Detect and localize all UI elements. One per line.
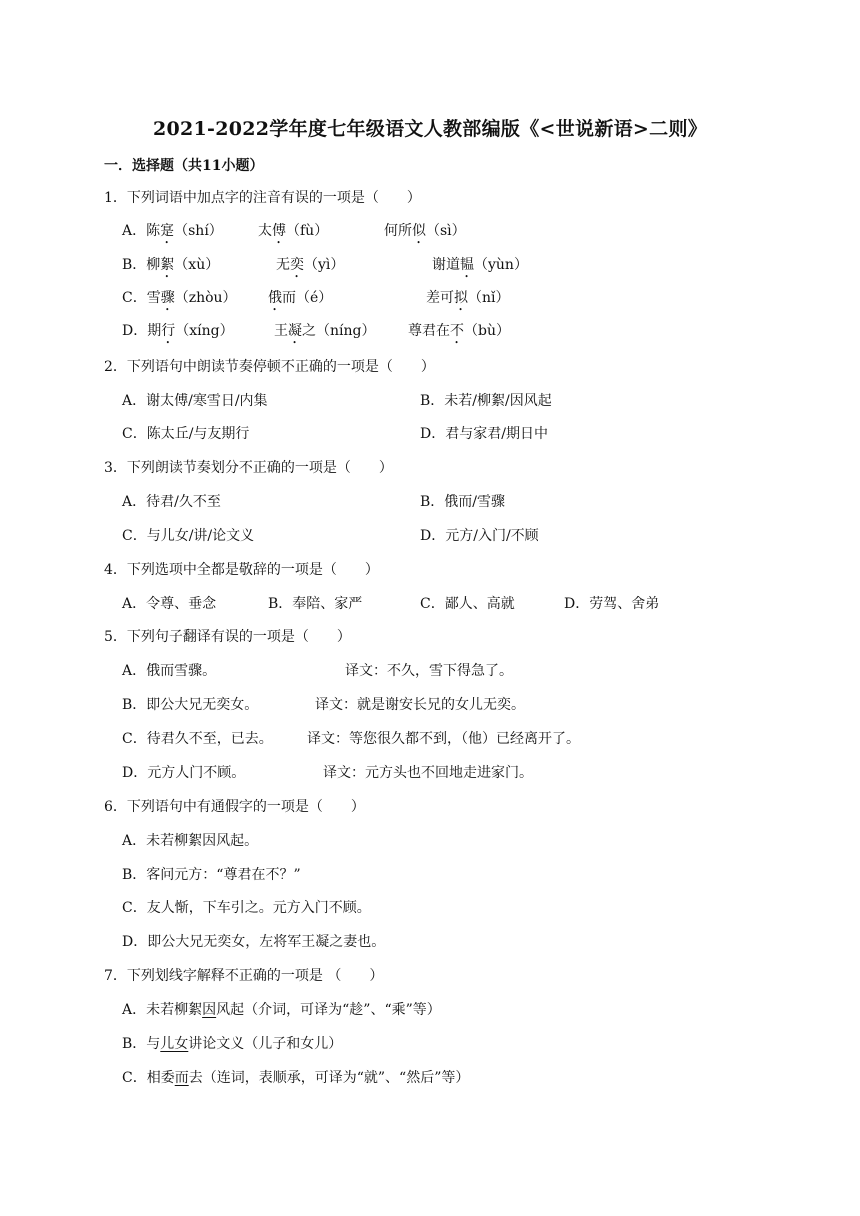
question-2-option-b: B．未若/柳絮/因风起: [420, 393, 552, 409]
question-6-option-b: B．客问元方：“尊君在不？”: [122, 867, 301, 883]
document-title: 2021-2022学年度七年级语文人教部编版《<世说新语>二则》: [152, 118, 708, 140]
question-3-option-d: D．元方/入门/不顾: [420, 528, 539, 544]
question-2-option-c: C．陈太丘/与友期行: [122, 426, 250, 442]
question-2-option-d: D．君与家君/期日中: [420, 426, 548, 442]
question-6-stem: 6．下列语句中有通假字的一项是（ ）: [104, 799, 365, 815]
question-3-option-a: A．待君/久不至: [122, 494, 221, 510]
question-1-stem: 1．下列词语中加点字的注音有误的一项是（ ）: [104, 190, 421, 206]
question-5-stem: 5．下列句子翻译有误的一项是（ ）: [104, 629, 351, 645]
question-5-translation-d: 译文：元方头也不回地走进家门。: [323, 765, 533, 781]
question-1-option-d: D．期行（xíng） 王凝之（níng） 尊君在不（bù）: [122, 323, 510, 339]
question-7-option-a: A．未若柳絮因风起（介词，可译为“趁”、“乘”等）: [122, 1002, 441, 1018]
question-1-option-b: B．柳絮（xù） 无奕（yì） 谢道韫（yùn）: [122, 257, 528, 273]
question-3-stem: 3．下列朗读节奏划分不正确的一项是（ ）: [104, 460, 393, 476]
question-6-option-c: C．友人惭，下车引之。元方入门不顾。: [122, 900, 371, 916]
question-4-stem: 4．下列选项中全都是敬辞的一项是（ ）: [104, 562, 379, 578]
question-2-stem: 2．下列语句中朗读节奏停顿不正确的一项是（ ）: [104, 359, 435, 375]
question-1-option-a: A．陈寔（shí） 太傅（fù） 何所似（sì）: [122, 223, 466, 239]
question-5-option-a: A．俄而雪骤。: [122, 663, 217, 679]
question-7-stem: 7．下列划线字解释不正确的一项是 （ ）: [104, 968, 384, 984]
question-4-option-d: D．劳驾、舍弟: [564, 596, 660, 612]
question-3-option-b: B．俄而/雪骤: [420, 494, 506, 510]
question-5-option-d: D．元方人门不顾。: [122, 765, 246, 781]
question-5-option-b: B．即公大兄无奕女。: [122, 697, 259, 713]
question-2-option-a: A．谢太傅/寒雪日/内集: [122, 393, 268, 409]
question-7-option-b: B．与儿女讲论文义（儿子和女儿）: [122, 1036, 343, 1052]
question-5-option-c: C．待君久不至，已去。: [122, 731, 273, 747]
underlined-word: 儿女: [160, 1036, 189, 1052]
section-heading: 一．选择题（共11小题）: [104, 158, 264, 174]
underlined-word: 因: [202, 1002, 217, 1018]
question-4-option-b: B．奉陪、家严: [268, 596, 363, 612]
question-5-translation-a: 译文：不久，雪下得急了。: [345, 663, 513, 679]
question-4-option-c: C．鄙人、高就: [420, 596, 515, 612]
question-7-option-c: C．相委而去（连词，表顺承，可译为“就”、“然后”等）: [122, 1070, 470, 1086]
question-6-option-a: A．未若柳絮因风起。: [122, 833, 259, 849]
question-6-option-d: D．即公大兄无奕女，左将军王凝之妻也。: [122, 934, 386, 950]
question-4-option-a: A．令尊、垂念: [122, 596, 217, 612]
question-5-translation-b: 译文：就是谢安长兄的女儿无奕。: [315, 697, 525, 713]
question-3-option-c: C．与儿女/讲/论文义: [122, 528, 255, 544]
question-1-option-c: C．雪骤（zhòu） 俄而（é） 差可拟（nǐ）: [122, 290, 510, 306]
question-5-translation-c: 译文：等您很久都不到，（他）已经离开了。: [307, 731, 580, 747]
underlined-word: 而: [174, 1070, 189, 1086]
